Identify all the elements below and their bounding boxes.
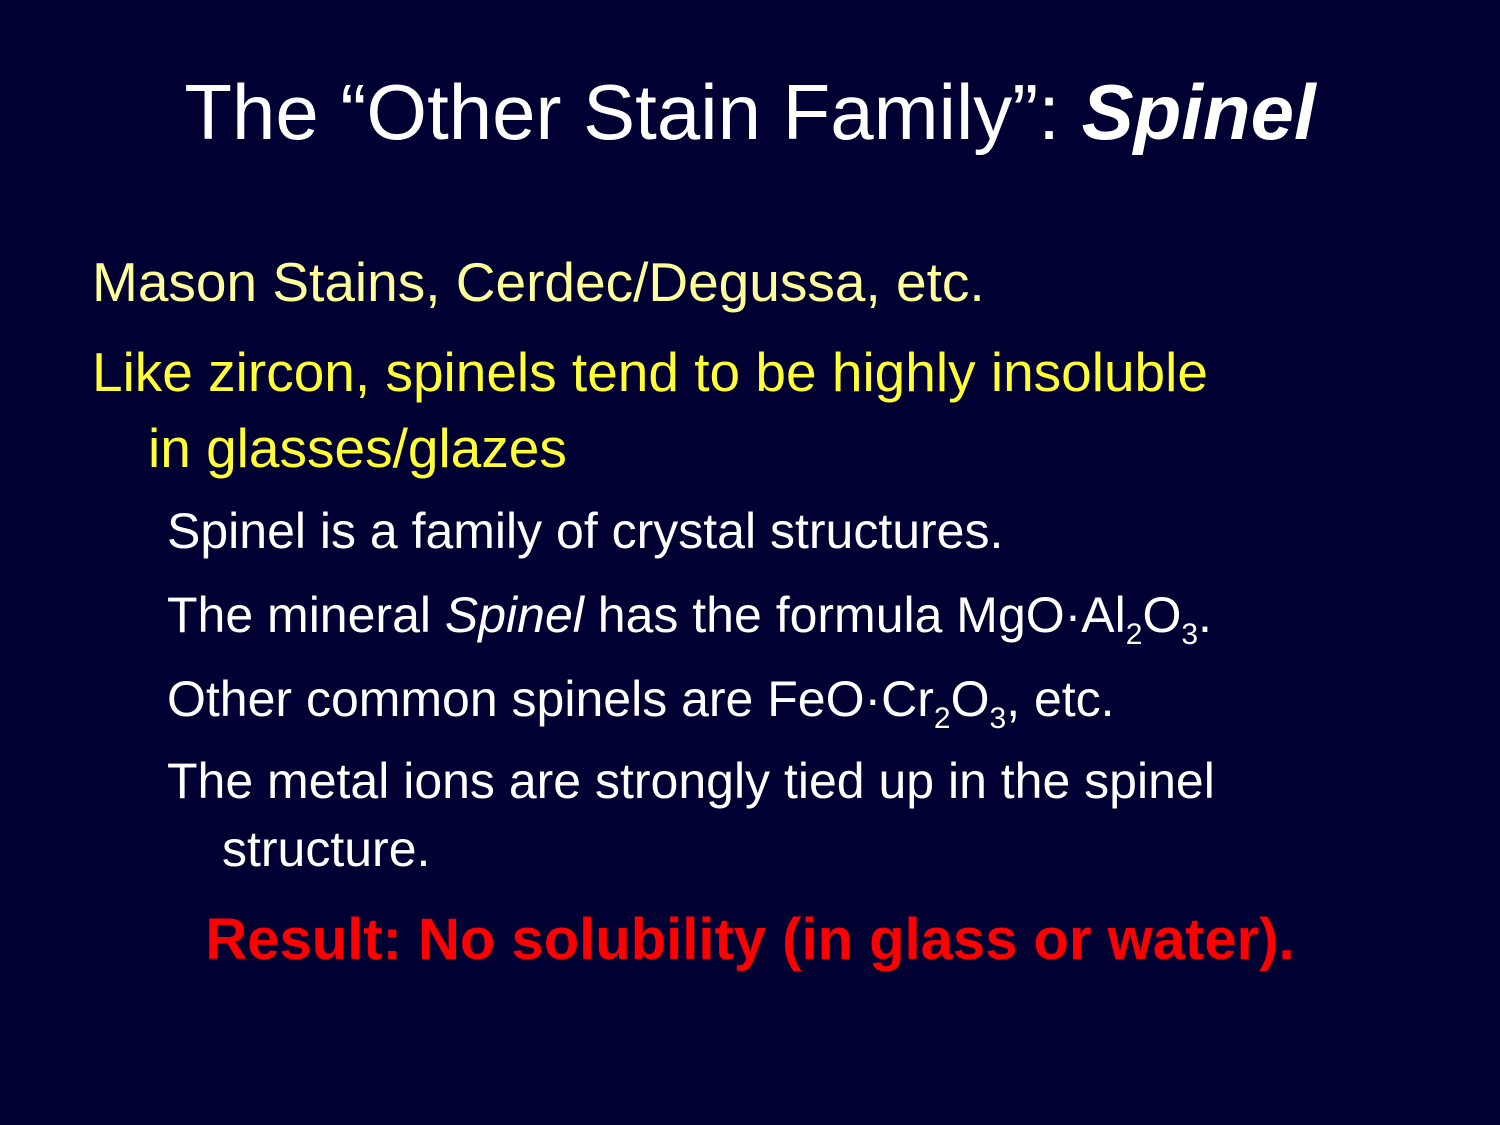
s2-before: The mineral: [167, 587, 445, 643]
bullet-zircon-line1: Like zircon, spinels tend to be highly insoluble: [92, 341, 1208, 403]
s3-sub1: 2: [933, 702, 951, 735]
s2-middle: has the formula MgO·Al: [583, 587, 1126, 643]
s3-end: , etc.: [1006, 671, 1115, 727]
s3-sub2: 3: [989, 702, 1007, 735]
result-statement: Result: No solubility (in glass or water).: [205, 907, 1295, 972]
bullet-zircon-line2: in glasses/glazes: [148, 417, 567, 479]
sub-bullet-mineral-formula: [167, 580, 1212, 650]
s2-end: .: [1198, 587, 1212, 643]
s2-sub2: 3: [1181, 618, 1199, 651]
title-main: The “Other Stain Family”:: [184, 68, 1082, 156]
s3-o: O: [950, 671, 990, 727]
s2-o: O: [1142, 587, 1182, 643]
s2-italic: Spinel: [444, 587, 584, 643]
title-emphasis: Spinel: [1081, 68, 1316, 156]
sub-bullet-metal-ions-line1: The metal ions are strongly tied up in the spinel: [167, 753, 1215, 809]
sub-bullet-family: Spinel is a family of crystal structures.: [167, 503, 1004, 559]
sub-bullet-other-spinels: [167, 664, 1115, 734]
slide-title: [0, 62, 1500, 162]
bullet-mason-stains: Mason Stains, Cerdec/Degussa, etc.: [92, 251, 985, 313]
s2-sub1: 2: [1125, 618, 1143, 651]
s3-before: Other common spinels are FeO·Cr: [167, 671, 934, 727]
sub-bullet-metal-ions-line2: structure.: [222, 821, 431, 877]
